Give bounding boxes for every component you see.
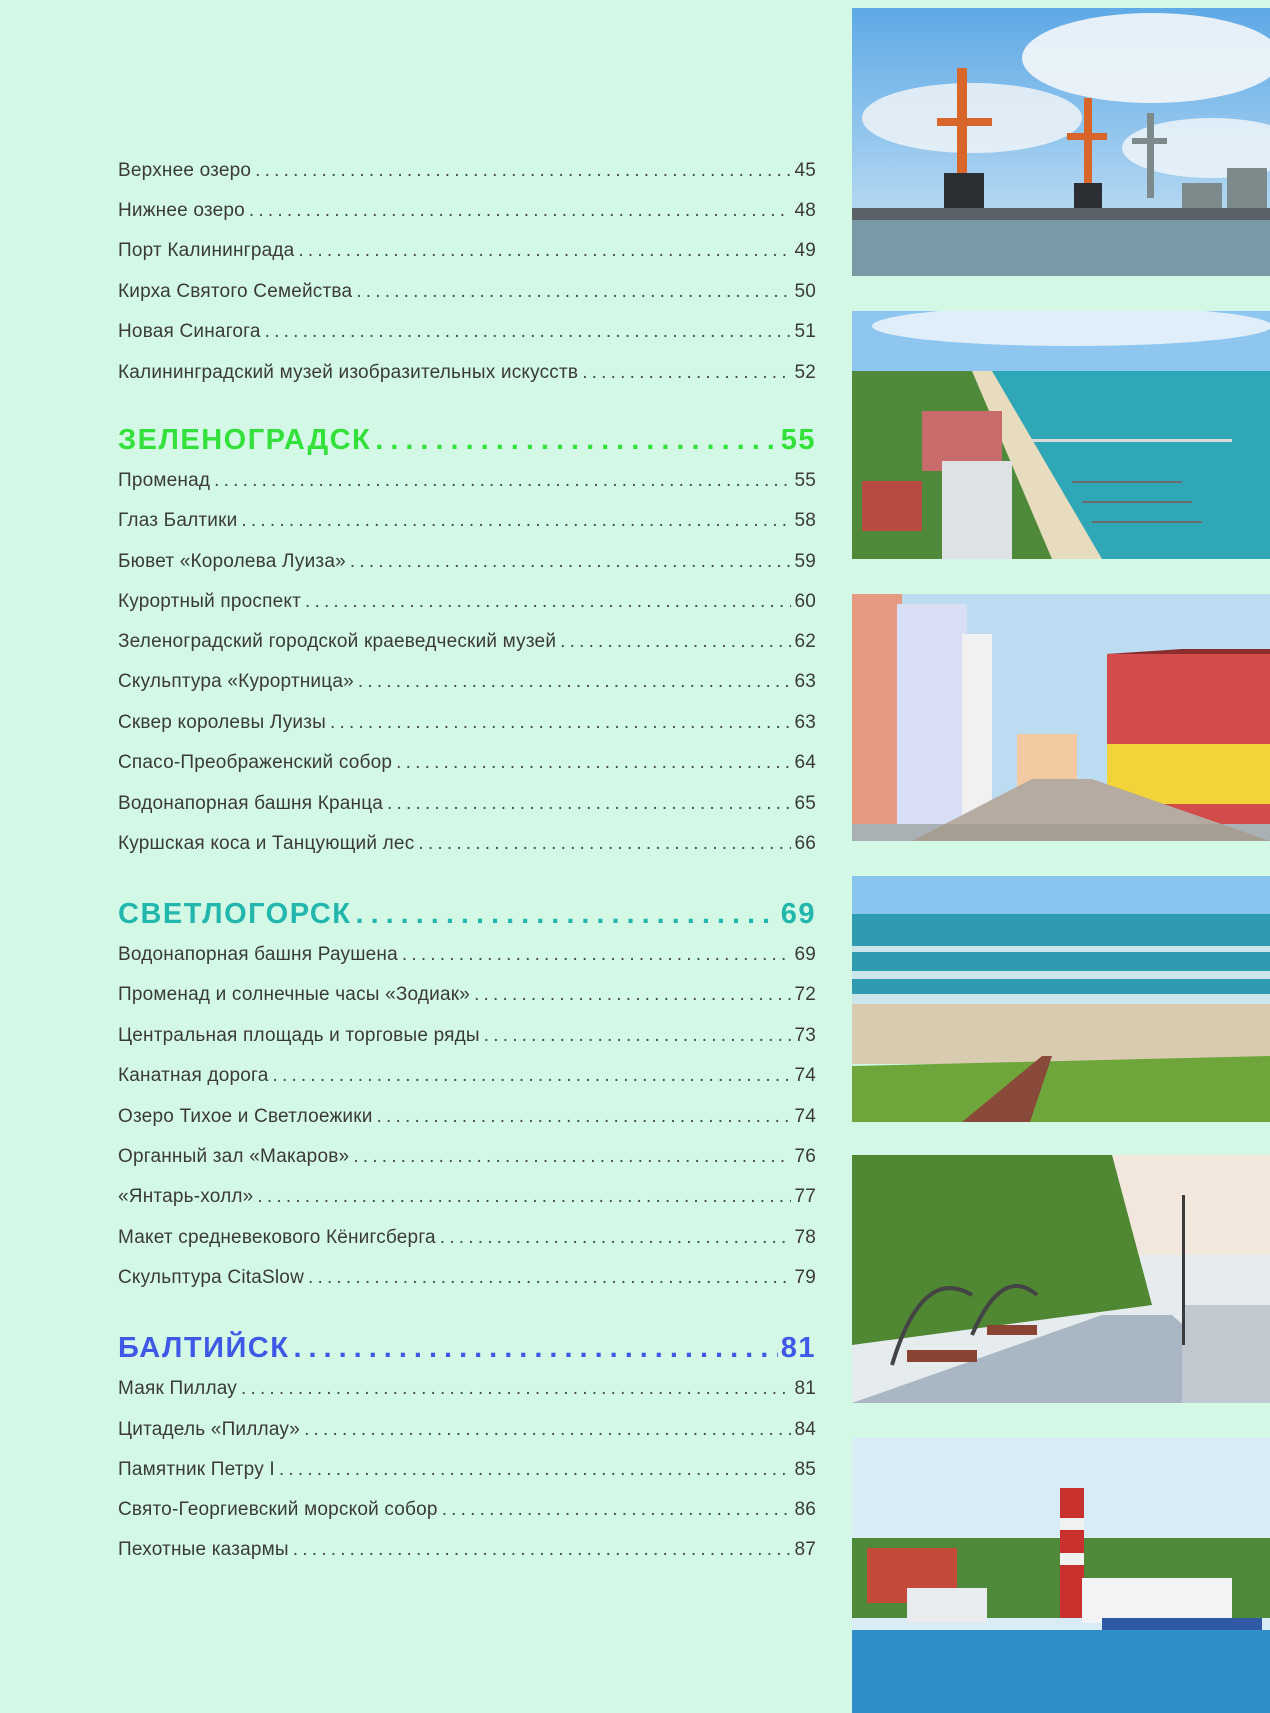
toc-entry-page: 86: [794, 1499, 816, 1520]
toc-section-title: ЗЕЛЕНОГРАДСК: [118, 424, 372, 456]
toc-entry-title: Променад и солнечные часы «Зодиак»: [118, 984, 471, 1005]
toc-entry-page: 72: [794, 984, 816, 1005]
dot-leader: [279, 1458, 792, 1482]
toc-entry-page: 69: [794, 944, 816, 965]
toc-entry-page: 65: [794, 793, 816, 814]
toc-entry-title: Скульптура CitaSlow: [118, 1267, 304, 1288]
toc-entry[interactable]: [118, 1058, 816, 1088]
toc-entry[interactable]: [118, 314, 816, 344]
toc-entry[interactable]: [118, 1179, 816, 1209]
toc-entry-page: 77: [794, 1186, 816, 1207]
toc-entry-page: 66: [794, 833, 816, 854]
toc-entry-page: 50: [794, 281, 816, 302]
toc-entry[interactable]: [118, 463, 816, 493]
baltic-sea-beach-photo: [852, 876, 1270, 1122]
toc-entry[interactable]: [118, 584, 816, 614]
toc-entry[interactable]: [118, 1220, 816, 1250]
toc-entry-page: 60: [794, 591, 816, 612]
toc-entry-title: Куршская коса и Танцующий лес: [118, 833, 415, 854]
toc-entry-title: Органный зал «Макаров»: [118, 1146, 350, 1167]
toc-entry-page: 76: [794, 1146, 816, 1167]
dot-leader: [582, 361, 791, 385]
dot-leader: [257, 1185, 791, 1209]
toc-entry[interactable]: [118, 826, 816, 856]
zelenogradsk-promenade-photo: [852, 311, 1270, 559]
toc-entry[interactable]: [118, 977, 816, 1007]
toc-entry-title: Спасо-Преображенский собор: [118, 752, 393, 773]
toc-entry[interactable]: [118, 664, 816, 694]
toc-entry-page: 73: [794, 1025, 816, 1046]
toc-entry-title: Водонапорная башня Раушена: [118, 944, 398, 965]
toc-entry-title: Кирха Святого Семейства: [118, 281, 353, 302]
toc-entry-title: Маяк Пиллау: [118, 1378, 237, 1399]
toc-entry-page: 59: [794, 551, 816, 572]
toc-entry[interactable]: [118, 153, 816, 183]
toc-entry[interactable]: [118, 937, 816, 967]
toc-entry-page: 79: [794, 1267, 816, 1288]
toc-section-zelenogradsk[interactable]: [118, 420, 816, 456]
toc-entry-page: 58: [794, 510, 816, 531]
dot-leader: [440, 1226, 792, 1250]
toc-entry-title: Променад: [118, 470, 211, 491]
toc-entry-page: 81: [794, 1378, 816, 1399]
toc-entry-title: Скульптура «Курортница»: [118, 671, 354, 692]
dot-leader: [474, 983, 791, 1007]
toc-entry[interactable]: [118, 745, 816, 775]
toc-section-page: 55: [780, 424, 816, 456]
toc-entry-page: 55: [794, 470, 816, 491]
toc-entry-page: 48: [794, 200, 816, 221]
dot-leader: [265, 320, 792, 344]
toc-entry-title: Цитадель «Пиллау»: [118, 1419, 301, 1440]
toc-entry-title: Нижнее озеро: [118, 200, 245, 221]
toc-entry[interactable]: [118, 193, 816, 223]
toc-entry[interactable]: [118, 1099, 816, 1129]
toc-entry[interactable]: [118, 1452, 816, 1482]
toc-entry[interactable]: [118, 274, 816, 304]
dot-leader: [304, 1418, 791, 1442]
dot-leader: [356, 280, 791, 304]
dot-leader: [377, 1105, 792, 1129]
toc-entry[interactable]: [118, 1260, 816, 1290]
toc-entry[interactable]: [118, 1492, 816, 1522]
dot-leader: [272, 1064, 791, 1088]
toc-entry-title: Бювет «Королева Луиза»: [118, 551, 346, 572]
toc-entry[interactable]: [118, 355, 816, 385]
toc-entry-title: Озеро Тихое и Светлоежики: [118, 1106, 373, 1127]
dot-leader: [249, 199, 792, 223]
dot-leader: [418, 832, 791, 856]
toc-section-title: СВЕТЛОГОРСК: [118, 898, 352, 930]
toc-entry[interactable]: [118, 624, 816, 654]
toc-entry-page: 84: [794, 1419, 816, 1440]
toc-section-title: БАЛТИЙСК: [118, 1332, 290, 1364]
port-cranes-photo: [852, 8, 1270, 276]
toc-entry-title: Свято-Георгиевский морской собор: [118, 1499, 438, 1520]
dot-leader: [308, 1266, 791, 1290]
dot-leader: [350, 550, 792, 574]
toc-entry-title: Памятник Петру I: [118, 1459, 275, 1480]
toc-entry[interactable]: [118, 1139, 816, 1169]
toc-entry-title: Верхнее озеро: [118, 160, 252, 181]
toc-entry[interactable]: [118, 705, 816, 735]
dot-leader: [241, 1377, 791, 1401]
toc-entry[interactable]: [118, 786, 816, 816]
toc-section-baltiysk[interactable]: [118, 1328, 816, 1364]
dot-leader: [356, 898, 778, 930]
toc-entry-page: 51: [794, 321, 816, 342]
toc-entry-title: Курортный проспект: [118, 591, 301, 612]
toc-entry-title: Глаз Балтики: [118, 510, 238, 531]
toc-entry-title: Зеленоградский городской краеведческий музей: [118, 631, 557, 652]
dot-leader: [305, 590, 791, 614]
toc-entry[interactable]: [118, 544, 816, 574]
toc-entry[interactable]: [118, 1371, 816, 1401]
toc-entry-title: Сквер королевы Луизы: [118, 712, 326, 733]
toc-entry-page: 74: [794, 1106, 816, 1127]
dot-leader: [396, 751, 791, 775]
toc-section-page: 69: [780, 898, 816, 930]
dot-leader: [442, 1498, 792, 1522]
dot-leader: [293, 1538, 792, 1562]
toc-entry-title: Центральная площадь и торговые ряды: [118, 1025, 480, 1046]
toc-entry-title: Пехотные казармы: [118, 1539, 289, 1560]
toc-entry-page: 52: [794, 362, 816, 383]
toc-entry[interactable]: [118, 233, 816, 263]
toc-entry-page: 63: [794, 712, 816, 733]
toc-section-page: 81: [780, 1332, 816, 1364]
dot-leader: [214, 469, 791, 493]
dot-leader: [241, 509, 791, 533]
toc-entry-page: 78: [794, 1227, 816, 1248]
toc-entry-title: Калининградский музей изобразительных искусств: [118, 362, 579, 383]
toc-entry[interactable]: [118, 1532, 816, 1562]
toc-entry-title: Канатная дорога: [118, 1065, 269, 1086]
dot-leader: [560, 630, 791, 654]
toc-entry-title: «Янтарь-холл»: [118, 1186, 254, 1207]
toc-entry-page: 74: [794, 1065, 816, 1086]
svetlogorsk-promenade-photo: [852, 1155, 1270, 1403]
dot-leader: [402, 943, 792, 967]
toc-entry-page: 63: [794, 671, 816, 692]
toc-entry-page: 85: [794, 1459, 816, 1480]
toc-entry-title: Новая Синагога: [118, 321, 261, 342]
dot-leader: [375, 424, 777, 456]
toc-entry[interactable]: [118, 1412, 816, 1442]
toc-entry-page: 87: [794, 1539, 816, 1560]
toc-entry-title: Макет средневекового Кёнигсберга: [118, 1227, 436, 1248]
dot-leader: [358, 670, 792, 694]
toc-entry-title: Водонапорная башня Кранца: [118, 793, 384, 814]
dot-leader: [353, 1145, 791, 1169]
dot-leader: [484, 1024, 792, 1048]
toc-entry-page: 49: [794, 240, 816, 261]
toc-entry[interactable]: [118, 503, 816, 533]
toc-section-svetlogorsk[interactable]: [118, 894, 816, 930]
dot-leader: [293, 1332, 777, 1364]
dot-leader: [255, 159, 791, 183]
kurortny-prospekt-photo: [852, 594, 1270, 841]
dot-leader: [298, 239, 791, 263]
pillau-lighthouse-photo: [852, 1438, 1270, 1713]
toc-entry-page: 64: [794, 752, 816, 773]
dot-leader: [330, 711, 791, 735]
toc-entry-page: 62: [794, 631, 816, 652]
toc-entry-page: 45: [794, 160, 816, 181]
dot-leader: [387, 792, 791, 816]
toc-entry[interactable]: [118, 1018, 816, 1048]
toc-entry-title: Порт Калининграда: [118, 240, 295, 261]
